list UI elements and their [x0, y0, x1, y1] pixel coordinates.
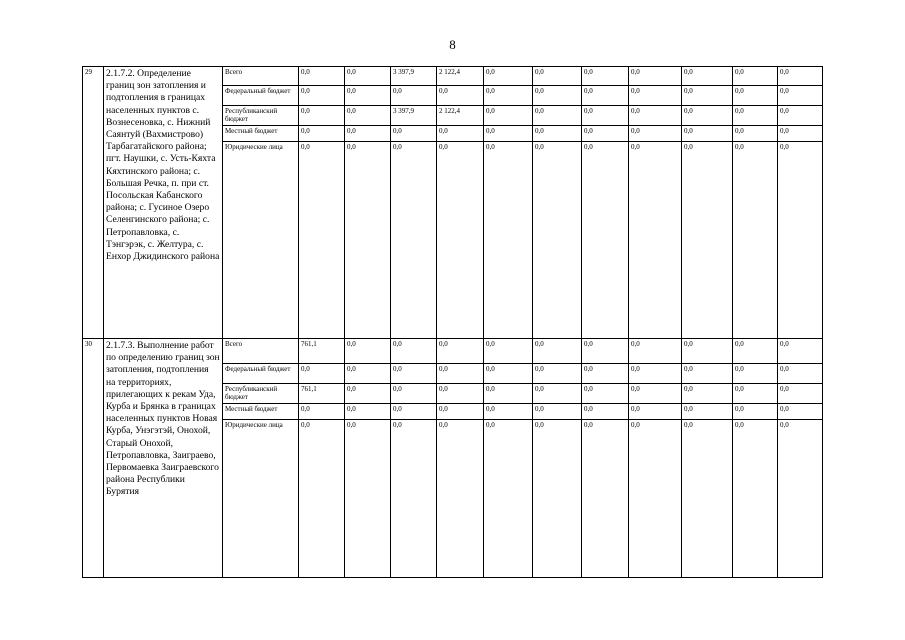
value-cell: 0,0 [629, 404, 682, 420]
value-cell: 761,1 [299, 339, 345, 364]
table-row [83, 67, 823, 86]
value-cell: 0,0 [629, 86, 682, 106]
value-cell: 0,0 [733, 142, 778, 339]
row-number: 29 [83, 67, 104, 339]
value-cell: 0,0 [533, 420, 582, 578]
value-cell: 0,0 [437, 142, 484, 339]
value-cell: 0,0 [778, 384, 823, 404]
value-cell: 0,0 [484, 420, 533, 578]
value-cell: 0,0 [533, 404, 582, 420]
value-cell: 0,0 [733, 420, 778, 578]
value-cell: 0,0 [437, 404, 484, 420]
value-cell: 0,0 [682, 67, 733, 86]
value-cell: 0,0 [345, 106, 391, 126]
value-cell: 0,0 [629, 126, 682, 142]
value-cell: 0,0 [629, 364, 682, 384]
value-cell: 0,0 [682, 404, 733, 420]
value-cell: 0,0 [733, 384, 778, 404]
value-cell: 0,0 [682, 86, 733, 106]
value-cell: 0,0 [484, 339, 533, 364]
value-cell: 0,0 [345, 384, 391, 404]
value-cell: 0,0 [484, 364, 533, 384]
value-cell: 0,0 [629, 67, 682, 86]
value-cell: 0,0 [345, 142, 391, 339]
value-cell: 761,1 [299, 384, 345, 404]
value-cell: 0,0 [533, 142, 582, 339]
funding-source: Юридические лица [223, 420, 299, 578]
value-cell: 0,0 [629, 106, 682, 126]
value-cell: 0,0 [582, 67, 629, 86]
value-cell: 0,0 [345, 404, 391, 420]
value-cell: 0,0 [582, 106, 629, 126]
value-cell: 0,0 [391, 404, 437, 420]
value-cell: 0,0 [682, 384, 733, 404]
value-cell: 0,0 [682, 339, 733, 364]
value-cell: 0,0 [582, 364, 629, 384]
value-cell: 0,0 [299, 142, 345, 339]
funding-source: Местный бюджет [223, 404, 299, 420]
value-cell: 2 122,4 [437, 106, 484, 126]
value-cell: 0,0 [629, 142, 682, 339]
value-cell: 0,0 [391, 420, 437, 578]
funding-source: Местный бюджет [223, 126, 299, 142]
value-cell: 0,0 [533, 106, 582, 126]
funding-source: Юридические лица [223, 142, 299, 339]
value-cell: 0,0 [778, 339, 823, 364]
value-cell: 0,0 [484, 126, 533, 142]
value-cell: 0,0 [582, 86, 629, 106]
funding-source: Республиканский бюджет [223, 106, 299, 126]
value-cell: 0,0 [345, 364, 391, 384]
value-cell: 0,0 [629, 384, 682, 404]
value-cell: 0,0 [733, 364, 778, 384]
value-cell: 3 397,9 [391, 106, 437, 126]
value-cell: 0,0 [484, 384, 533, 404]
value-cell: 0,0 [682, 420, 733, 578]
value-cell: 0,0 [582, 404, 629, 420]
value-cell: 0,0 [733, 106, 778, 126]
table-row [83, 339, 823, 364]
value-cell: 0,0 [437, 86, 484, 106]
budget-table [82, 66, 823, 578]
value-cell: 0,0 [778, 404, 823, 420]
value-cell: 0,0 [345, 67, 391, 86]
value-cell: 0,0 [778, 86, 823, 106]
value-cell: 0,0 [533, 364, 582, 384]
value-cell: 0,0 [391, 142, 437, 339]
value-cell: 0,0 [299, 67, 345, 86]
value-cell: 0,0 [582, 142, 629, 339]
value-cell: 0,0 [733, 339, 778, 364]
value-cell: 0,0 [733, 86, 778, 106]
value-cell: 0,0 [682, 364, 733, 384]
value-cell: 0,0 [437, 384, 484, 404]
value-cell: 0,0 [391, 364, 437, 384]
value-cell: 0,0 [299, 86, 345, 106]
value-cell: 0,0 [299, 364, 345, 384]
value-cell: 3 397,9 [391, 67, 437, 86]
value-cell: 0,0 [582, 126, 629, 142]
value-cell: 0,0 [733, 404, 778, 420]
value-cell: 0,0 [345, 420, 391, 578]
funding-source: Федеральный бюджет [223, 364, 299, 384]
value-cell: 0,0 [437, 339, 484, 364]
value-cell: 0,0 [778, 420, 823, 578]
value-cell: 0,0 [299, 420, 345, 578]
measure-description: 2.1.7.3. Выполнение работ по определению границ зон затопления, подтопления на территориях, прилегающих к рекам Уда, Курба и Брянка в границах населенных пунктов Новая Курба, Унэгэтэй, Онохой, Старый Онохой, Петропавловка, Заиграево, Первомаевка Заиграевского района Республики Бурятия [104, 339, 223, 578]
value-cell: 0,0 [345, 86, 391, 106]
value-cell: 0,0 [778, 364, 823, 384]
value-cell: 0,0 [533, 86, 582, 106]
value-cell: 0,0 [682, 142, 733, 339]
value-cell: 0,0 [299, 404, 345, 420]
value-cell: 0,0 [682, 106, 733, 126]
funding-source: Республиканский бюджет [223, 384, 299, 404]
value-cell: 0,0 [484, 142, 533, 339]
value-cell: 0,0 [391, 384, 437, 404]
value-cell: 0,0 [582, 420, 629, 578]
value-cell: 0,0 [345, 339, 391, 364]
page-number: 8 [449, 37, 456, 52]
measure-description: 2.1.7.2. Определение границ зон затопления и подтопления в границах населенных пунктов с. Вознесеновка, с. Нижний Саянтуй (Вахмистрово) Тарбагатайского района; пгт. Наушки, с. Усть-Кяхта Кяхтинского района; с. Большая Речка, п. при ст. Посольская Кабанского района; с. Гусиное Озеро Селенгинского района; с. Петропавловка, с. Тэнгэрэк, с. Желтура, с. Енхор Джидинского района [104, 67, 223, 339]
value-cell: 0,0 [484, 86, 533, 106]
row-number: 30 [83, 339, 104, 578]
value-cell: 0,0 [345, 126, 391, 142]
value-cell: 0,0 [299, 126, 345, 142]
value-cell: 0,0 [582, 339, 629, 364]
value-cell: 0,0 [484, 106, 533, 126]
value-cell: 0,0 [391, 339, 437, 364]
value-cell: 0,0 [533, 339, 582, 364]
value-cell: 0,0 [778, 106, 823, 126]
value-cell: 0,0 [437, 420, 484, 578]
value-cell: 2 122,4 [437, 67, 484, 86]
value-cell: 0,0 [629, 420, 682, 578]
value-cell: 0,0 [533, 384, 582, 404]
value-cell: 0,0 [484, 67, 533, 86]
value-cell: 0,0 [533, 67, 582, 86]
value-cell: 0,0 [733, 67, 778, 86]
value-cell: 0,0 [733, 126, 778, 142]
funding-source: Всего [223, 339, 299, 364]
value-cell: 0,0 [682, 126, 733, 142]
value-cell: 0,0 [437, 126, 484, 142]
value-cell: 0,0 [299, 106, 345, 126]
value-cell: 0,0 [778, 126, 823, 142]
value-cell: 0,0 [582, 384, 629, 404]
value-cell: 0,0 [391, 126, 437, 142]
funding-source: Федеральный бюджет [223, 86, 299, 106]
value-cell: 0,0 [629, 339, 682, 364]
value-cell: 0,0 [484, 404, 533, 420]
funding-source: Всего [223, 67, 299, 86]
value-cell: 0,0 [391, 86, 437, 106]
value-cell: 0,0 [533, 126, 582, 142]
value-cell: 0,0 [778, 67, 823, 86]
value-cell: 0,0 [778, 142, 823, 339]
value-cell: 0,0 [437, 364, 484, 384]
